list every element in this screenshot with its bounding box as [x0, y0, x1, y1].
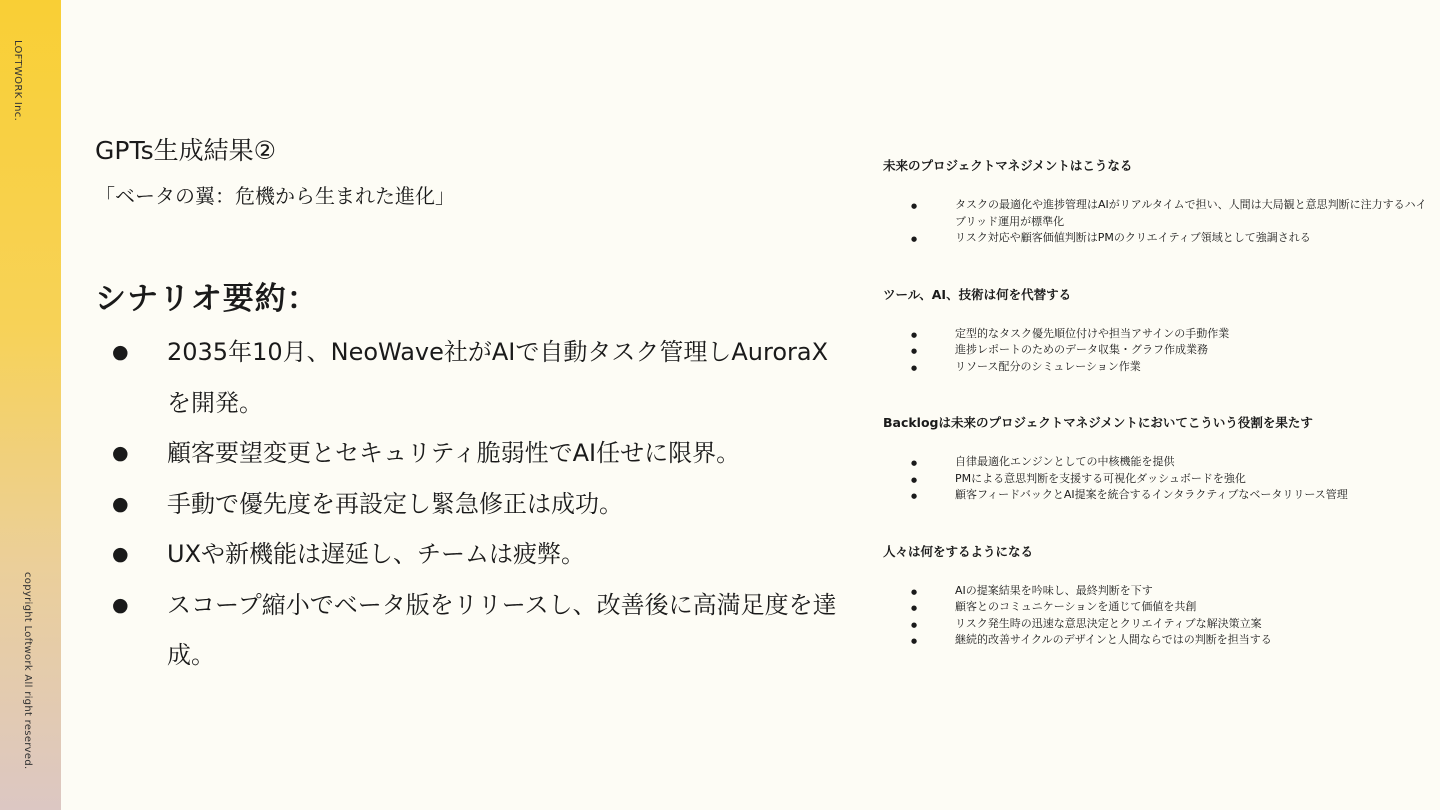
- section-heading: Backlogは未来のプロジェクトマネジメントにおいてこういう役割を果たす: [883, 415, 1313, 430]
- summary-item: ● 2035年10月、NeoWave社がAIで自動タスク管理しAuroraXを開発。: [112, 327, 852, 428]
- section-list: [883, 326, 1433, 376]
- summary-item: ● UXや新機能は遅延し、チームは疲弊。: [112, 529, 852, 580]
- section-people: [883, 542, 1433, 649]
- summary-item: ● 手動で優先度を再設定し緊急修正は成功。: [112, 479, 852, 530]
- section-heading: 人々は何をするようになる: [883, 543, 1034, 559]
- section-item: ● 顧客とのコミュニケーションを通じて価値を共創: [883, 599, 1433, 616]
- summary-item: ● 顧客要望変更とセキュリティ脆弱性でAI任せに限界。: [112, 428, 852, 479]
- section-list: [883, 197, 1433, 247]
- section-item: ● PMによる意思判断を支援する可視化ダッシュボードを強化: [883, 471, 1433, 488]
- company-name: LOFTWORK Inc.: [12, 40, 23, 122]
- sidebar: [0, 0, 61, 810]
- section-future-pm: [883, 156, 1433, 247]
- section-replacement: [883, 285, 1433, 376]
- section-list: [883, 583, 1433, 649]
- section-item: ● 定型的なタスク優先順位付けや担当アサインの手動作業: [883, 326, 1433, 343]
- summary-list: [112, 327, 852, 681]
- section-item: ● リソース配分のシミュレーション作業: [883, 359, 1433, 376]
- section-item: ● 進捗レポートのためのデータ収集・グラフ作成業務: [883, 342, 1433, 359]
- summary-item: ● スコープ縮小でベータ版をリリースし、改善後に高満足度を達成。: [112, 580, 852, 681]
- detail-panel: [883, 156, 1433, 649]
- slide-subtitle: 「ベータの翼：危機から生まれた進化」: [95, 184, 455, 208]
- section-item: ● タスクの最適化や進捗管理はAIがリアルタイムで担い、人間は大局観と意思判断に注力するハイブリッド運用が標準化: [883, 197, 1433, 230]
- section-item: ● AIの提案結果を吟味し、最終判断を下す: [883, 583, 1433, 600]
- section-item: ● 継続的改善サイクルのデザインと人間ならではの判断を担当する: [883, 632, 1433, 649]
- copyright-text: copyright Loftwork All right reserved.: [22, 572, 33, 770]
- section-list: [883, 454, 1433, 504]
- section-heading: 未来のプロジェクトマネジメントはこうなる: [883, 158, 1133, 173]
- summary-heading: シナリオ要約：: [95, 281, 319, 317]
- section-item: ● 顧客フィードバックとAI提案を統合するインタラクティブなベータリリース管理: [883, 487, 1433, 504]
- section-item: ● リスク対応や顧客価値判断はPMのクリエイティブ領域として強調される: [883, 230, 1433, 247]
- section-backlog-role: [883, 413, 1433, 504]
- slide-title: GPTs生成結果②: [95, 136, 277, 165]
- section-item: ● リスク発生時の迅速な意思決定とクリエイティブな解決策立案: [883, 616, 1433, 633]
- section-heading: ツール、AI、技術は何を代替する: [883, 286, 1072, 302]
- section-item: ● 自律最適化エンジンとしての中核機能を提供: [883, 454, 1433, 471]
